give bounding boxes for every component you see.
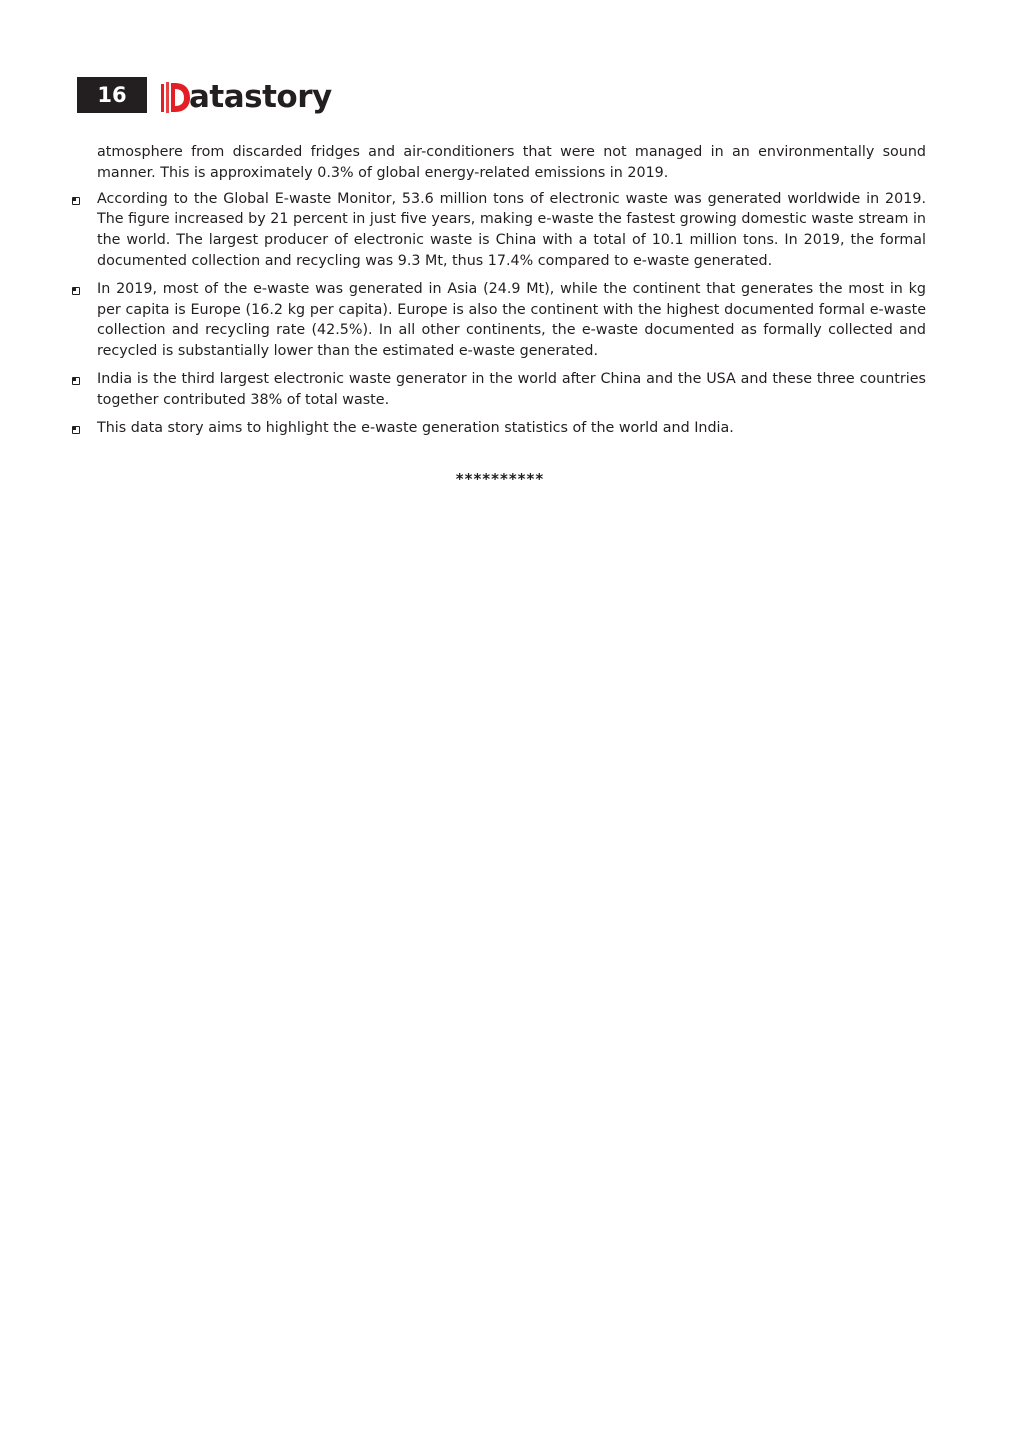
page-header: [77, 70, 332, 116]
list-item: [97, 279, 926, 362]
bullet-icon: [72, 426, 80, 434]
page-number: 16: [77, 77, 147, 113]
bullet-icon: [72, 287, 80, 295]
list-item: [97, 369, 926, 411]
bullet-text: In 2019, most of the e-waste was generated in Asia (24.9 Mt), while the continent that generates the most in kg per capita is Europe (16.2 kg per capita). Europe is also the continent with the highest documented formal e-waste collection and recycling rate (42.5%). In all other continents, the e-waste documented as formally collected and recycled is substantially lower than the estimated e-waste generated.: [97, 280, 926, 360]
bullet-icon: [72, 197, 80, 205]
bullet-icon: [72, 377, 80, 385]
datastory-logo: [159, 70, 332, 116]
list-item: [97, 418, 926, 439]
intro-paragraph: atmosphere from discarded fridges and air-conditioners that were not managed in an environmentally sound manner. This is approximately 0.3% of global energy-related emissions in 2019.: [97, 144, 926, 181]
bullet-text: India is the third largest electronic waste generator in the world after China and the USA and these three countries together contributed 38% of total waste.: [97, 370, 926, 408]
datastory-logo-mark: [159, 78, 191, 116]
list-item: [97, 189, 926, 272]
bullet-text: This data story aims to highlight the e-waste generation statistics of the world and India.: [97, 419, 734, 436]
bullet-text: According to the Global E-waste Monitor, 53.6 million tons of electronic waste was generated worldwide in 2019. The figure increased by 21 percent in just five years, making e-waste the fastest growing domestic waste stream in the world. The largest producer of electronic waste is China with a total of 10.1 million tons. In 2019, the formal documented collection and recycling was 9.3 Mt, thus 17.4% compared to e-waste generated.: [97, 190, 926, 269]
section-separator: **********: [455, 470, 545, 488]
logo-wordmark: atastory: [189, 79, 332, 115]
article-body: [97, 142, 926, 445]
